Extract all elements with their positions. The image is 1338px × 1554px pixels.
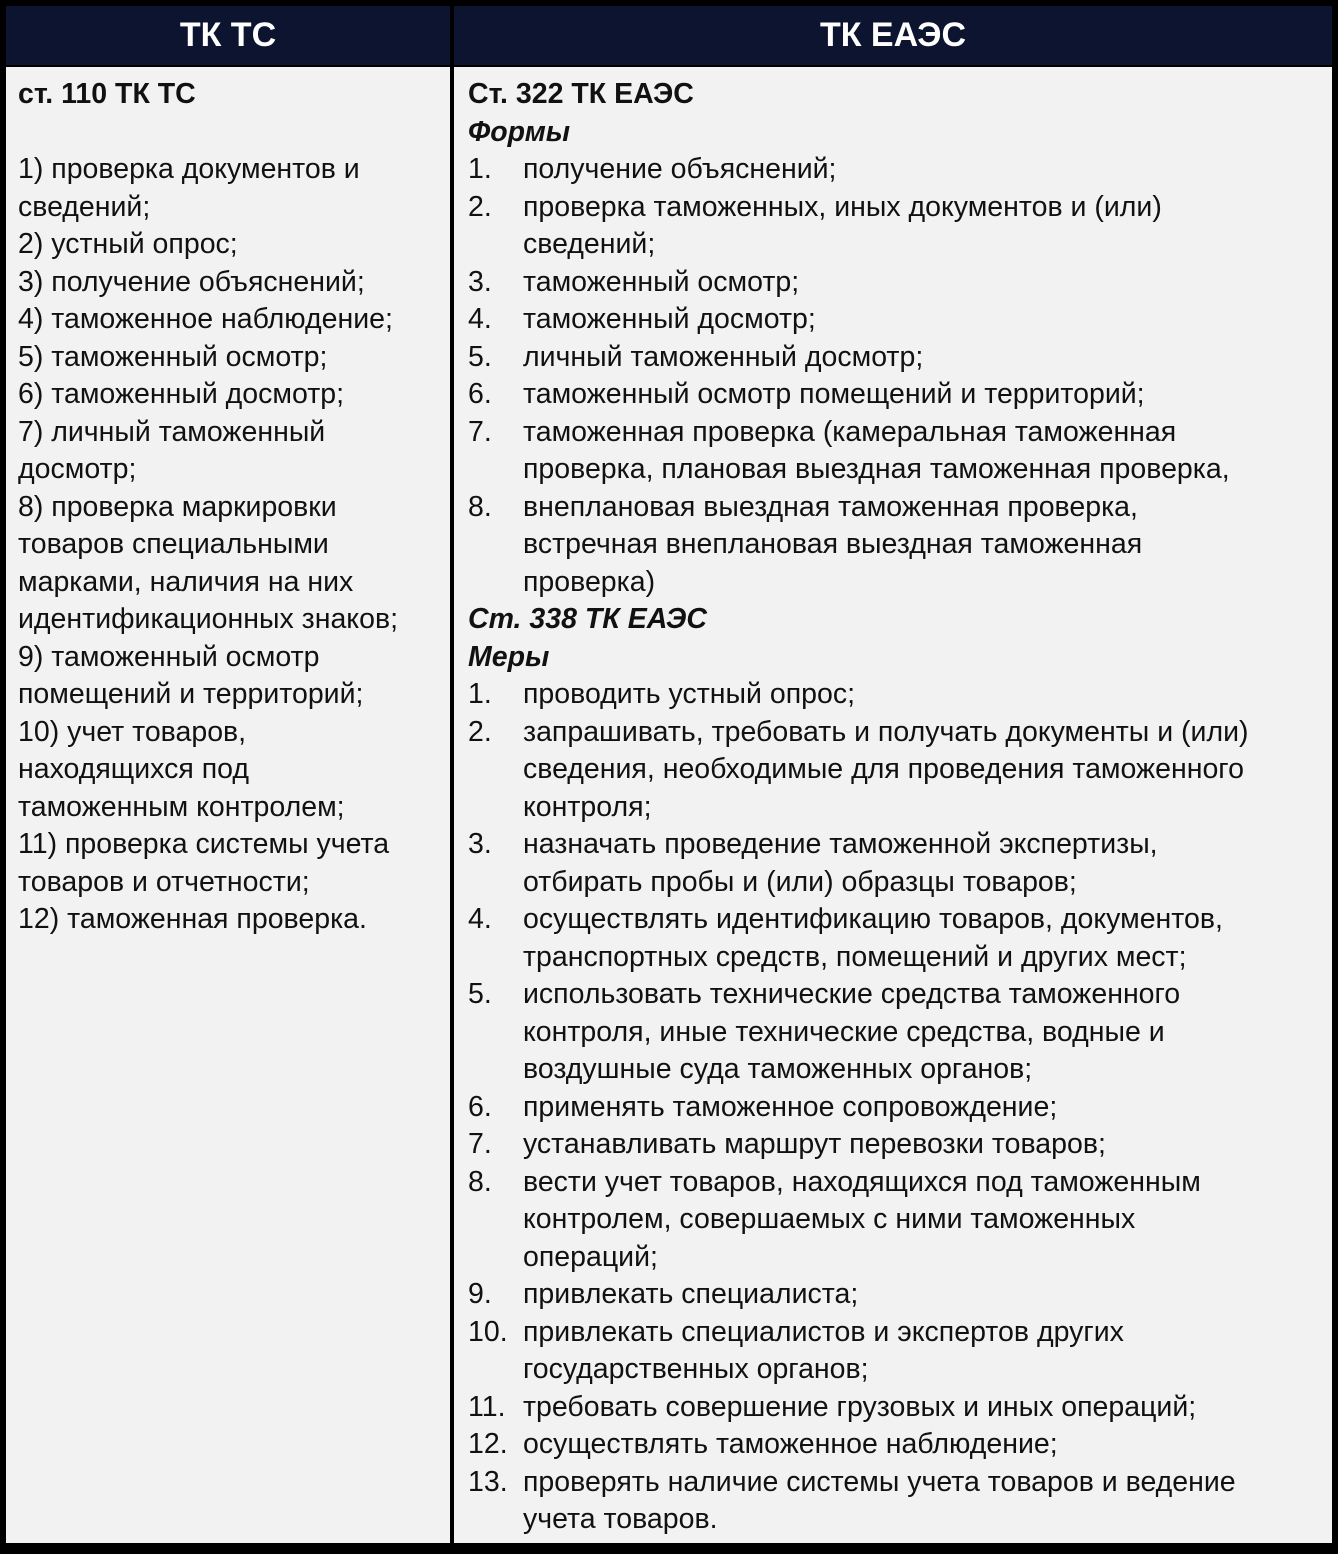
list-item-line: внеплановая выездная таможенная проверка, <box>523 490 1138 523</box>
list-item-line: операций; <box>523 1240 658 1273</box>
comparison-table <box>3 3 1335 1549</box>
list-item-number: 10. <box>468 1315 508 1348</box>
list-item <box>468 714 1332 827</box>
list-item-number: 12. <box>468 1428 508 1460</box>
header-left <box>6 6 450 65</box>
left-column <box>6 67 450 1543</box>
list-item-line: таможенный осмотр; <box>523 265 800 298</box>
list-item <box>468 1276 1332 1314</box>
list-item <box>468 901 1332 976</box>
left-list-line: 7) личный таможенный <box>18 415 326 448</box>
left-list-line: 4) таможенное наблюдение; <box>18 303 393 335</box>
list-item-text <box>523 1164 1332 1277</box>
left-list-line: 6) таможенный досмотр; <box>18 378 345 410</box>
list-item <box>468 1089 1332 1127</box>
list-item-text <box>523 301 1332 339</box>
list-item-line: назначать проведение таможенной экспертизы, <box>523 828 1158 860</box>
list-item-number: 6. <box>468 1090 492 1123</box>
left-list-line: 3) получение объяснений; <box>18 265 365 298</box>
list-item-number: 9. <box>468 1278 492 1310</box>
list-item-number: 4. <box>468 903 492 935</box>
list-item-number: 11. <box>468 1390 506 1423</box>
list-item-line: контроля; <box>523 790 652 823</box>
list-item-line: проводить устный опрос; <box>523 678 855 710</box>
list-item-line: отбирать пробы и (или) образцы товаров; <box>523 865 1077 898</box>
list-item-line: личный таможенный досмотр; <box>523 340 924 373</box>
left-list-line: 5) таможенный осмотр; <box>18 340 328 373</box>
header-right <box>454 6 1332 65</box>
header-left-title: ТК ТС <box>179 16 277 54</box>
list-item-line: применять таможенное сопровождение; <box>523 1090 1058 1123</box>
right-column <box>454 67 1332 1543</box>
list-item-text <box>523 826 1332 901</box>
list-item-line: получение объяснений; <box>523 153 837 185</box>
left-list-line: товаров специальными <box>18 528 329 560</box>
list-item-text <box>523 339 1332 377</box>
list-item-line: транспортных средств, помещений и других мест; <box>523 940 1187 973</box>
left-list <box>18 151 450 939</box>
list-item <box>468 1126 1332 1164</box>
list-item-text <box>523 489 1332 602</box>
list-item-line: осуществлять идентификацию товаров, документов, <box>523 903 1223 935</box>
list-item-line: устанавливать маршрут перевозки товаров; <box>523 1128 1106 1160</box>
list-item-line: сведений; <box>523 228 656 260</box>
list-item-line: таможенный досмотр; <box>523 303 816 335</box>
list-item-line: контролем, совершаемых с ними таможенных <box>523 1203 1136 1235</box>
list-item <box>468 489 1332 602</box>
left-list-line: находящихся под <box>18 753 249 785</box>
left-list-line: 11) проверка системы учета <box>18 828 390 860</box>
right-subheading-measures: Меры <box>468 640 550 673</box>
list-item-text <box>523 1276 1332 1314</box>
list-item <box>468 339 1332 377</box>
left-list-line: идентификационных знаков; <box>18 603 399 635</box>
list-item-line: таможенная проверка (камеральная таможенная <box>523 415 1177 448</box>
right-heading-forms-article: Ст. 322 ТК ЕАЭС <box>468 78 694 110</box>
list-item-number: 5. <box>468 978 492 1010</box>
list-item <box>468 414 1332 489</box>
list-item <box>468 1314 1332 1389</box>
list-item-text <box>523 414 1332 489</box>
list-item-line: проверка таможенных, иных документов и (или) <box>523 190 1162 223</box>
list-item-line: проверка) <box>523 565 656 598</box>
left-list-line: 2) устный опрос; <box>18 228 238 260</box>
left-heading: ст. 110 ТК ТС <box>18 78 196 110</box>
list-item-line: государственных органов; <box>523 1353 869 1385</box>
list-item <box>468 151 1332 189</box>
list-item-number: 8. <box>468 490 492 523</box>
list-item-text <box>523 1426 1332 1464</box>
left-list-line: помещений и территорий; <box>18 678 364 710</box>
list-item-line: запрашивать, требовать и получать документы и (или) <box>523 715 1249 748</box>
header-right-title: ТК ЕАЭС <box>819 16 967 54</box>
left-list-line: 8) проверка маркировки <box>18 490 337 523</box>
list-item-text <box>523 1089 1332 1127</box>
list-item-text <box>523 976 1332 1089</box>
forms-list <box>468 151 1332 601</box>
left-list-line: товаров и отчетности; <box>18 865 310 898</box>
list-item-line: таможенный осмотр помещений и территорий; <box>523 378 1145 410</box>
left-list-line: 1) проверка документов и <box>18 153 360 185</box>
list-item-text <box>523 714 1332 827</box>
list-item-text <box>523 189 1332 264</box>
right-heading-measures-article: Ст. 338 ТК ЕАЭС <box>468 603 707 635</box>
list-item-number: 7. <box>468 1128 492 1160</box>
list-item-line: требовать совершение грузовых и иных операций; <box>523 1390 1197 1423</box>
measures-list <box>468 676 1332 1539</box>
list-item <box>468 1426 1332 1464</box>
list-item-text <box>523 676 1332 714</box>
left-list-line: сведений; <box>18 190 151 223</box>
list-item-line: учета товаров. <box>523 1503 718 1535</box>
list-item <box>468 976 1332 1089</box>
list-item-number: 1. <box>468 678 492 710</box>
list-item-text <box>523 901 1332 976</box>
list-item-line: вести учет товаров, находящихся под таможенным <box>523 1165 1201 1198</box>
list-item <box>468 1389 1332 1427</box>
list-item <box>468 301 1332 339</box>
left-list-line: 12) таможенная проверка. <box>18 903 367 935</box>
list-item <box>468 264 1332 302</box>
list-item <box>468 1464 1332 1539</box>
list-item-number: 8. <box>468 1165 492 1198</box>
left-list-line: таможенным контролем; <box>18 790 345 823</box>
list-item-text <box>523 151 1332 189</box>
list-item-number: 3. <box>468 265 492 298</box>
list-item-line: привлекать специалистов и экспертов других <box>523 1315 1124 1348</box>
list-item-number: 2. <box>468 190 492 223</box>
list-item-line: встречная внеплановая выездная таможенная <box>523 528 1143 560</box>
list-item <box>468 189 1332 264</box>
list-item-text <box>523 1389 1332 1427</box>
list-item-text <box>523 1126 1332 1164</box>
list-item <box>468 376 1332 414</box>
list-item-line: воздушные суда таможенных органов; <box>523 1053 1033 1085</box>
list-item-line: проверка, плановая выездная таможенная проверка, <box>523 453 1230 485</box>
list-item <box>468 676 1332 714</box>
list-item-text <box>523 264 1332 302</box>
list-item-line: осуществлять таможенное наблюдение; <box>523 1428 1058 1460</box>
list-item-text <box>523 376 1332 414</box>
left-list-line: досмотр; <box>18 453 137 485</box>
list-item-number: 3. <box>468 828 492 860</box>
list-item-number: 2. <box>468 715 492 748</box>
list-item <box>468 826 1332 901</box>
list-item-line: привлекать специалиста; <box>523 1278 859 1310</box>
list-item <box>468 1164 1332 1277</box>
list-item-number: 5. <box>468 340 492 373</box>
spacer <box>18 114 450 152</box>
list-item-number: 4. <box>468 303 492 335</box>
left-list-line: 10) учет товаров, <box>18 715 247 748</box>
list-item-line: проверять наличие системы учета товаров и ведение <box>523 1465 1236 1498</box>
list-item-number: 13. <box>468 1465 508 1498</box>
list-item-number: 6. <box>468 378 492 410</box>
list-item-line: сведения, необходимые для проведения таможенного <box>523 753 1244 785</box>
list-item-line: использовать технические средства таможенного <box>523 978 1181 1010</box>
left-list-line: 9) таможенный осмотр <box>18 640 320 673</box>
list-item-line: контроля, иные технические средства, водные и <box>523 1015 1165 1048</box>
right-subheading-forms: Формы <box>468 115 571 148</box>
list-item-text <box>523 1464 1332 1539</box>
list-item-text <box>523 1314 1332 1389</box>
list-item-number: 1. <box>468 153 492 185</box>
left-list-line: марками, наличия на них <box>18 565 354 598</box>
list-item-number: 7. <box>468 415 492 448</box>
